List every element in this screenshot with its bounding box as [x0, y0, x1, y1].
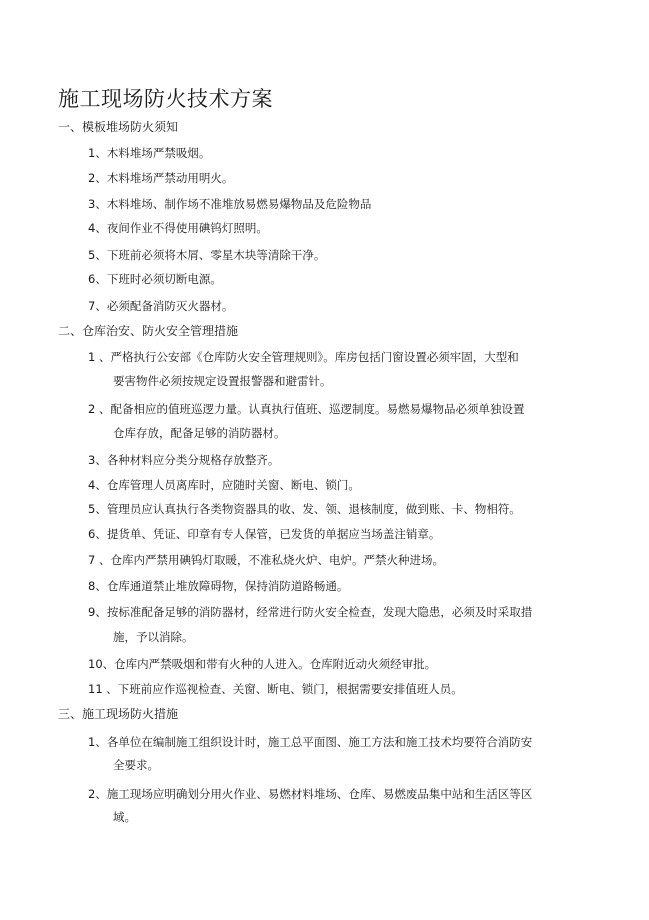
- list-item: 9、按标准配备足够的消防器材，经常进行防火安全检查，发现大隐患，必须及时采取措: [88, 605, 533, 619]
- list-item: 7、必须配备消防灭火器材。: [88, 299, 234, 313]
- list-item: 11 、下班前应作巡视检查、关窗、断电、锁门，根据需要安排值班人员。: [88, 682, 463, 696]
- list-item: 3、各种材料应分类分规格存放整齐。: [88, 453, 280, 467]
- list-item: 5、管理员应认真执行各类物资器具的收、发、领、退核制度，做到账、卡、物相符。: [88, 502, 521, 516]
- list-item: 1、各单位在编制施工组织设计时，施工总平面图、施工方法和施工技术均要符合消防安: [88, 735, 533, 749]
- section-heading-3: 三、施工现场防火措施: [58, 707, 179, 721]
- list-item: 1、木料堆场严禁吸烟。: [88, 146, 211, 160]
- list-item: 2、施工现场应明确划分用火作业、易燃材料堆场、仓库、易燃废品集中站和生活区等区: [88, 787, 533, 801]
- document-title: 施工现场防火技术方案: [58, 87, 273, 111]
- list-item: 2 、配备相应的值班巡逻力量。认真执行值班、巡逻制度。易燃易爆物品必须单独设置: [88, 402, 525, 416]
- list-item-continuation: 施，予以消除。: [113, 630, 194, 644]
- section-heading-2: 二、仓库治安、防火安全管理措施: [58, 324, 239, 338]
- list-item-continuation: 域。: [113, 810, 136, 824]
- list-item: 6、提货单、凭证、印章有专人保管，已发货的单据应当场盖注销章。: [88, 527, 441, 541]
- section-heading-1: 一、模板堆场防火须知: [58, 120, 179, 134]
- list-item-continuation: 仓库存放，配备足够的消防器材。: [113, 426, 286, 440]
- list-item-continuation: 全要求。: [113, 758, 159, 772]
- list-item: 2、木料堆场严禁动用明火。: [88, 171, 234, 185]
- list-item: 4、仓库管理人员离库时，应随时关窗、断电、锁门。: [88, 478, 360, 492]
- list-item: 5、下班前必须将木屑、零星木块等清除干净。: [88, 248, 326, 262]
- list-item: 7 、仓库内严禁用碘钨灯取暖，不准私烧火炉、电炉。严禁火种进场。: [88, 553, 444, 567]
- list-item: 3、木料堆场、制作场不准堆放易燃易爆物品及危险物品: [88, 197, 372, 211]
- list-item: 6、下班时必须切断电源。: [88, 272, 222, 286]
- list-item: 10、仓库内严禁吸烟和带有火种的人进入。仓库附近动火须经审批。: [88, 657, 437, 671]
- list-item: 8、仓库通道禁止堆放障碍物，保持消防道路畅通。: [88, 579, 349, 593]
- list-item-continuation: 要害物件必须按规定设置报警器和避雷针。: [113, 374, 332, 388]
- list-item: 1 、严格执行公安部《仓库防火安全管理规则》。库房包括门窗设置必须牢固，大型和: [88, 350, 519, 364]
- list-item: 4、夜间作业不得使用碘钨灯照明。: [88, 221, 268, 235]
